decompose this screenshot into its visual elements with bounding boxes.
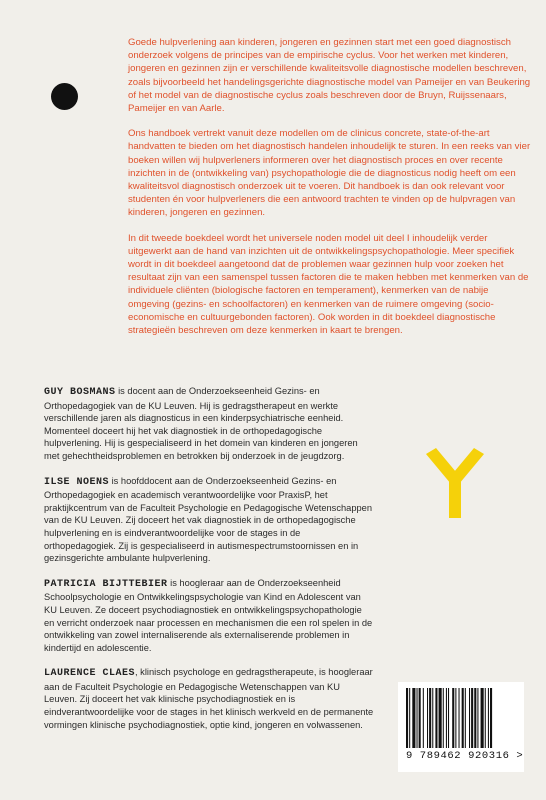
author-bio-claes: [44, 666, 374, 731]
intro-paragraph-3: In dit tweede boekdeel wordt het universele noden model uit deel I inhoudelijk verder uitgewerkt aan de hand van inzichten uit de ontwikkelingspsychopathologie. Meer specifiek wordt in dit boekdeel aangetoond dat de problemen waar gezinnen hulp voor zoeken het resultaat zijn van een samenspel tussen factoren die te maken hebben met kenmerken van de individuele cliënten (biologische factoren en temperament), kenmerken van de nabije omgeving (gezins- en schoolfactoren) en kenmerken van de ruimere omgeving (socio-economische en cultuurgebonden factoren). Ook worden in dit boekdeel diagnostische strategieën beschreven om deze kenmerken in kaart te brengen.: [128, 232, 529, 337]
barcode-bars: [406, 688, 516, 748]
author-bios: [44, 385, 374, 743]
author-name: GUY BOSMANS: [44, 387, 116, 398]
intro-paragraph-1: Goede hulpverlening aan kinderen, jongeren en gezinnen start met een goed diagnostisch onderzoek volgens de principes van de empirische cyclus. Voor het werken met kinderen, jongeren en gezinnen zijn er verschillende kwaliteitsvolle diagnostische modellen beschreven, zoals bijvoorbeeld het handelingsgerichte diagnostische model van Pameijer en van Beukering of het model van de diagnostische cyclus zoals beschreven door de Bruyn, Ruijssenaars, Pameijer en van Aarle.: [128, 37, 531, 115]
intro-paragraph-2: Ons handboek vertrekt vanuit deze modellen om de clinicus concrete, state-of-the-art handvatten te bieden om het diagnostisch handelen inhoudelijk te sturen. In een reeks van vier boeken willen wij hulpverleners informeren over het diagnostisch proces en over recente inzichten in de (ontwikkeling van) psychopathologie die de diagnosticus nodig heeft om een kwaliteitsvol diagnostisch onderzoek uit te voeren. Dit handboek is dan ook relevant voor studenten én voor hulpverleners die een antwoord trachten te vinden op de hulpvragen van kinderen, jongeren en gezinnen.: [128, 128, 531, 219]
isbn-barcode: [398, 682, 524, 772]
author-name: LAURENCE CLAES: [44, 668, 136, 680]
author-name: PATRICIA BIJTTEBIER: [44, 578, 168, 590]
author-description: is hoofddocent aan de Onderzoekseenheid Gezins- en Orthopedagogiek en academisch verantwoordelijke voor PraxisP, het praktijkcentrum van de Faculteit Psychologie en Pedagogische Wetenschappen van de KU Leuven. Zij doceert het vak diagnostiek in de orthopedagogische hulpverlening en is eindverantwoordelijke voor de stages in de orthopedagogiek. Zij is gespecialiseerd in autismespectrumstoornissen en in gezinsgerichte ambulante hulpverlening.: [44, 475, 372, 564]
author-description: is docent aan de Onderzoekseenheid Gezins- en Orthopedagogiek van de KU Leuven. Hij is gedragstherapeut en werkte verschillende jaren als diagnosticus in een kinderpsychiatrische eenheid. Momenteel doceert hij het vak diagnostiek in de orthopedagogische hulpverlening. Hij is gespecialiseerd in het domein van kinderen en jongeren met gehechtheidsproblemen en betrokken bij onderzoek in de jeugdzorg.: [44, 386, 358, 461]
author-name: ILSE NOENS: [44, 476, 110, 488]
yellow-asterisk-icon: [426, 448, 484, 518]
author-bio-bijttebier: [44, 577, 374, 655]
intro-text: [128, 36, 532, 349]
author-bio-noens: [44, 475, 374, 565]
author-description: , klinisch psychologe en gedragstherapeute, is hoogleraar aan de Faculteit Psychologie en Pedagogische Wetenschappen van KU Leuven. Zij doceert het vak klinische psychodiagnostiek en is eindverantwoordelijke voor de stages in het klinisch werkveld en de permanente vormingen klinische psychodiagnostiek, optie kind, jongeren en volwassenen.: [44, 667, 374, 730]
black-dot-icon: [51, 83, 78, 110]
author-description: is hoogleraar aan de Onderzoekseenheid Schoolpsychologie en Ontwikkelingspsychologie van Kind en Adolescent van KU Leuven. Ze doceert psychodiagnostiek en ontwikkelingspsychopathologie en verricht onderzoek naar processen en mechanismen die een rol spelen in de ontwikkeling van zowel internaliserende als externaliserende problemen in kindertijd en adolescentie.: [44, 577, 373, 653]
isbn-number: 9 789462 920316 >: [406, 750, 524, 762]
author-bio-bosmans: [44, 385, 374, 463]
